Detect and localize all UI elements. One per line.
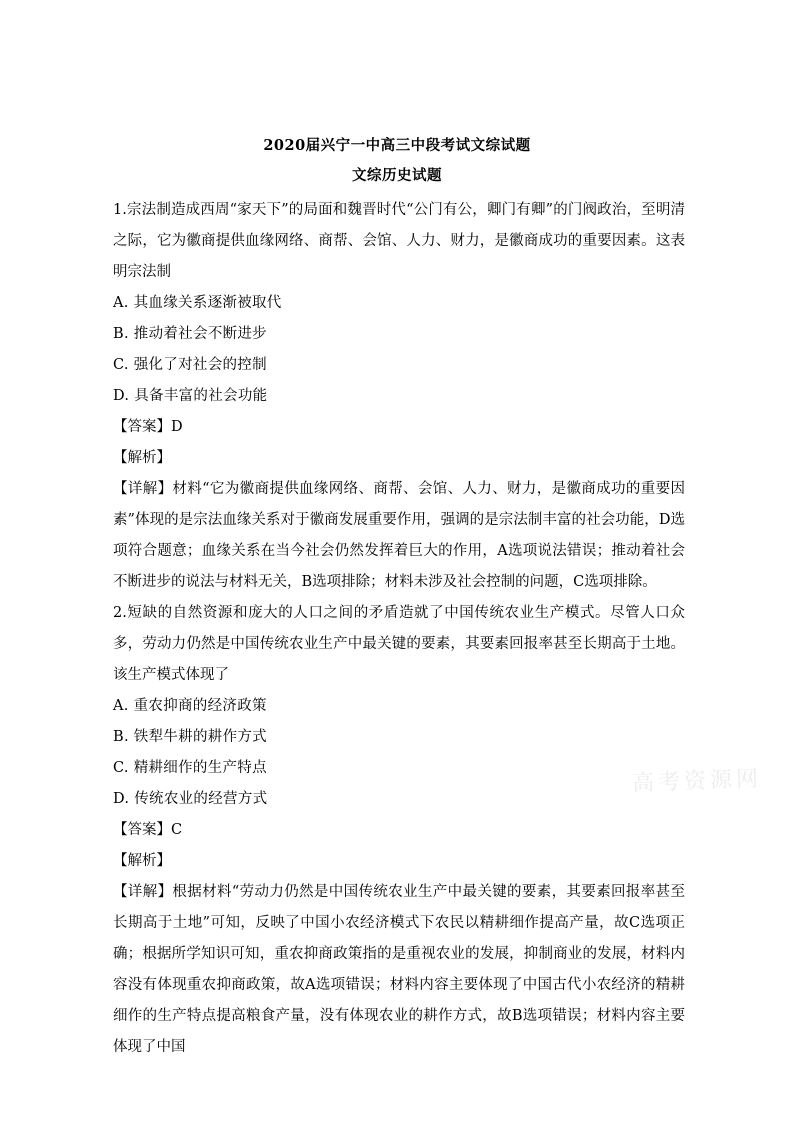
question-1-answer: 【答案】D: [113, 419, 183, 435]
question-2-stem: 2.短缺的自然资源和庞大的人口之间的矛盾造就了中国传统农业生产模式。尽管人口众多，劳动力仍然是中国传统农业生产中最关键的要素，其要素回报率甚至长期高于土地。该生产模式体现了: [113, 605, 685, 683]
question-1-option-b: B. 推动着社会不断进步: [113, 326, 267, 342]
watermark: 高考资源网: [631, 766, 763, 797]
question-2-analysis-label: 【解析】: [113, 853, 171, 869]
question-1-option-c: C. 强化了对社会的控制: [113, 357, 267, 373]
question-2-option-a: A. 重农抑商的经济政策: [113, 698, 267, 714]
question-1-option-d: D. 具备丰富的社会功能: [113, 388, 268, 404]
exam-title: 2020届兴宁一中高三中段考试文综试题: [263, 137, 531, 154]
question-1-option-a: A. 其血缘关系逐渐被取代: [113, 295, 282, 311]
question-2-option-b: B. 铁犁牛耕的耕作方式: [113, 729, 267, 745]
question-2-answer: 【答案】C: [113, 822, 183, 838]
document-body: [113, 195, 685, 1063]
question-2-option-d: D. 传统农业的经营方式: [113, 791, 268, 807]
question-2-detail: 【详解】根据材料“劳动力仍然是中国传统农业生产中最关键的要素，其要素回报率甚至长期高于土地”可知，反映了中国小农经济模式下农民以精耕细作提高产量，故C选项正确；根据所学知识可知，重农抑商政策指的是重视农业的发展，抑制商业的发展，材料内容没有体现重农抑商政策，故A选项错误；材料内容主要体现了中国古代小农经济的精耕细作的生产特点提高粮食产量，没有体现农业的耕作方式，故B选项错误；材料内容主要体现了中国: [113, 884, 685, 1055]
question-2-option-c: C. 精耕细作的生产特点: [113, 760, 267, 776]
question-1-analysis-label: 【解析】: [113, 450, 171, 466]
exam-subtitle: 文综历史试题: [352, 167, 442, 184]
question-1-detail: 【详解】材料“它为徽商提供血缘网络、商帮、会馆、人力、财力，是徽商成功的重要因素”体现的是宗法血缘关系对于徽商发展重要作用，强调的是宗法制丰富的社会功能，D选项符合题意；血缘关系在当今社会仍然发挥着巨大的作用，A选项说法错误；推动着社会不断进步的说法与材料无关，B选项排除；材料未涉及社会控制的问题，C选项排除。: [113, 481, 685, 590]
question-1-stem: 1.宗法制造成西周“家天下”的局面和魏晋时代“公门有公，卿门有卿”的门阀政治，至明清之际，它为徽商提供血缘网络、商帮、会馆、人力、财力，是徽商成功的重要因素。这表明宗法制: [113, 202, 685, 280]
